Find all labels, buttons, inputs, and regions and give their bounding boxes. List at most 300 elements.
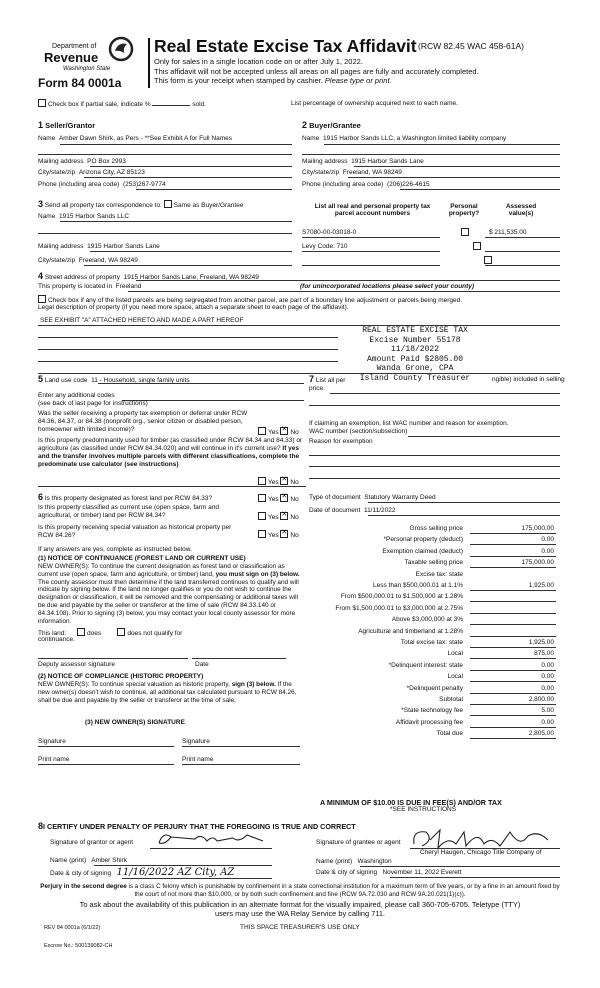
legal-label: Legal description of property (if you need more space, attach a separate sheet to each page of the affidavit). [38, 304, 349, 311]
owner-signature-label2: Signature [182, 738, 210, 745]
page-title: Real Estate Excise Tax Affidavit [154, 36, 417, 56]
treasurer-space-label: THIS SPACE TREASURER'S USE ONLY [240, 924, 360, 931]
seller-name-row [38, 135, 232, 142]
forest-q1 [38, 492, 212, 502]
tax-row-line [470, 624, 556, 625]
seller-mailing-line [90, 166, 292, 167]
tax-row-value[interactable]: 0.00 [541, 718, 554, 726]
personal-property-line [330, 393, 560, 394]
seller-name-label: Name [38, 135, 56, 142]
reason-label: Reason for exemption [309, 438, 373, 445]
grantee-date-field[interactable]: November 11, 2022 Everett [382, 869, 462, 876]
exemption-question: Was the seller receiving a property tax exemption or deferral under RCW 84.36, 84.37, or 84.38 (nonprofit org., senior citizen or disabled person, homeowner with limited income)? [38, 410, 248, 433]
grantee-date-row [316, 869, 462, 876]
grantor-name-row [50, 857, 127, 864]
tax-row-line [470, 556, 556, 557]
timber-question-a: Is this property predominantly used for timber (as classified under RCW 84.34 and 84.33) or agriculture (as classified under RCW 84.34.020) and will continue in it's current use? [38, 437, 303, 452]
header-divider [148, 38, 150, 88]
forest-q1-no-checkbox[interactable] [280, 494, 288, 502]
tax-row-value[interactable]: 0.00 [541, 536, 554, 544]
seller-city-line [84, 177, 292, 178]
additional-codes-label: Enter any additional codes [38, 392, 115, 399]
buyer-heading-num: 2 [302, 120, 308, 130]
tax-row-line [470, 727, 556, 728]
tax-row-line [470, 533, 556, 534]
exemption-claim-label: If claiming an exemption, list WAC number and reason for exemption. [309, 420, 509, 427]
street-field[interactable]: 1915 Harbor Sands Lane, Freeland, WA 98249 [123, 274, 259, 281]
forest-q2-no-checkbox[interactable] [280, 512, 288, 520]
partial-sale-label: Check box if partial sale, indicate % [48, 101, 151, 108]
tax-row-line [470, 544, 556, 545]
notice2-a: NEW OWNER(S): To continue special valuation as historic property, [38, 681, 232, 688]
document-type-field[interactable]: Statutory Warranty Deed [364, 494, 436, 501]
parcel-value-line [485, 265, 560, 266]
notice1-b: you must sign on (3) below. [215, 570, 300, 578]
notice1-c: The county assessor must then determine if the land transferred continues to qualify and will indicate by signing below. If the land no longer qualifies or you do not wish to continue the designation or classification, it will be removed and the compensating or additional taxes will be due and payable by the seller or transferor at the time of sale (RCW 84.33.140 or 84.34.108). Prior to signing (3) below, you may contact your local county assessor for more information. [38, 578, 299, 625]
grantee-name-row [316, 858, 392, 865]
timber-yes-checkbox[interactable] [258, 477, 266, 485]
buyer-city-row [302, 169, 402, 176]
tax-row-line [470, 715, 556, 716]
answers-note: If any answers are yes, complete as instructed below. [38, 546, 192, 553]
tax-row-value[interactable]: 0.00 [541, 547, 554, 555]
grantor-name-field[interactable]: Amber Shirk [91, 857, 127, 864]
grantee-signature-label: Signature of grantee or agent [316, 839, 401, 846]
revision-label: REV 84 0001a (6/1/22) [44, 925, 101, 931]
correspondence-city-row [38, 257, 138, 264]
tax-row-value[interactable]: 875.00 [534, 650, 554, 658]
seller-city-row [38, 169, 145, 176]
grantee-date-line [390, 877, 560, 878]
exemption-no-label: No [290, 429, 299, 436]
segregate-label: Check box if any of the listed parcels are being segregated from another parcel, are part of a boundary line adjustment or parcels being merged. [48, 297, 463, 304]
tax-row-label: *State technology fee [401, 707, 463, 715]
deputy-date-line [192, 658, 286, 659]
notice1-title: (1) NOTICE OF CONTINUANCE (FOREST LAND OR CURRENT USE) [38, 555, 246, 562]
stamp-line4: Amount Paid $2805.00 [366, 354, 463, 364]
correspondence-city-line [84, 265, 292, 266]
parcel-col2-header [446, 203, 482, 217]
notice2-b: sign (3) below. [231, 681, 276, 688]
forest-q2-yes-checkbox[interactable] [258, 512, 266, 520]
does-checkbox[interactable] [77, 628, 85, 636]
legal-line [38, 349, 338, 350]
continuance-label: continuance. [38, 636, 75, 643]
correspondence-mailing-field[interactable]: 1915 Harbor Sands Lane [87, 243, 160, 250]
parcel-col1-b: parcel account numbers [334, 210, 411, 217]
tax-row-label: Affidavit processing fee [395, 718, 463, 726]
seller-mailing-label: Mailing address [38, 158, 84, 165]
parcel-col3-header [490, 203, 552, 217]
seller-name-line2 [38, 154, 292, 155]
forest-q1-text: Is this property designated as forest land per RCW 84.33? [44, 495, 213, 502]
certify-heading-text: I CERTIFY UNDER PENALTY OF PERJURY THAT THE FOREGOING IS TRUE AND CORRECT [43, 822, 356, 831]
tax-row-label: Total excise tax: state [400, 639, 463, 646]
buyer-phone-row [302, 181, 430, 188]
tax-row-label: Taxable selling price [404, 559, 463, 567]
correspondence-name-line2 [38, 233, 292, 234]
does-not-label: does not qualify for [127, 630, 183, 637]
forest-q1-yes-checkbox[interactable] [258, 494, 266, 502]
parcel-value-field[interactable]: $ 211,535.00 [489, 229, 527, 236]
grantor-date-row [50, 867, 234, 878]
forest-q3-yes-checkbox[interactable] [258, 530, 266, 538]
buyer-city-label: City/state/zip [302, 169, 340, 176]
document-date-label: Date of document [309, 507, 361, 514]
buyer-phone-field[interactable]: (206)226-4615 [386, 181, 430, 188]
grantor-date-line [122, 878, 272, 879]
forest-q1-yes-label: Yes [268, 496, 279, 503]
owner-signature-line2 [182, 746, 300, 747]
grantee-name-label: Name (print) [316, 858, 353, 865]
tax-row-value[interactable]: 0.00 [541, 673, 554, 681]
notice2-c: If the new owner(s) doesn't wish to continue, all additional tax calculated pursuant to RCW 84.26, shall be due and payable by the seller or transferor at the time of sale. [38, 681, 297, 704]
tax-row-label: Total due [436, 730, 463, 738]
document-date-line [368, 515, 560, 516]
tax-row-line [470, 658, 556, 659]
street-line [136, 280, 560, 281]
tax-row-label: Above $3,000,000 at 3% [391, 616, 463, 624]
certify-num: 8 [38, 821, 44, 831]
grantee-agent-note: Cheryl Haugen, Chicago Title Company of [420, 849, 542, 856]
buyer-name-field[interactable]: 1915 Harbor Sands LLC, a Washington limited liability company [322, 135, 507, 142]
tax-row-value[interactable]: 175,000.00 [521, 559, 554, 567]
buyer-heading [302, 120, 361, 130]
personal-property-label-c: price. [309, 385, 325, 392]
legal-field[interactable]: SEE EXHIBIT "A" ATTACHED HERETO AND MADE A PART HEREOF [40, 317, 244, 324]
tax-row-line [470, 590, 556, 591]
buyer-heading-text: Buyer/Grantee [309, 121, 361, 130]
grantor-name-line [94, 865, 272, 866]
forest-q2-yes-no [258, 512, 299, 521]
buyer-mailing-label: Mailing address [302, 158, 348, 165]
tax-row-line [470, 670, 556, 671]
located-label: This property is located in [38, 283, 113, 290]
notice1-a: NEW OWNER(S): To continue the current designation as forest land or classification as current use (open space, farm and agriculture, or timber) land, [38, 563, 285, 578]
exemption-yes-checkbox[interactable] [258, 427, 266, 435]
personal-property-label-a: List all per [315, 377, 346, 384]
timber-yes-no [258, 477, 299, 486]
tax-row-line [470, 601, 556, 602]
timber-no-checkbox[interactable] [280, 477, 288, 485]
exemption-yes-no [258, 427, 299, 436]
forest-q2-yes-label: Yes [268, 514, 279, 521]
correspondence-city-label: City/state/zip [38, 257, 76, 264]
partial-sale-row [38, 99, 206, 108]
personal-property-line [309, 405, 560, 406]
owner-print-label: Print name [38, 756, 70, 763]
parcel-col3-b: value(s) [508, 210, 534, 217]
located-note: (for unincorporated locations please select your county) [300, 283, 475, 290]
land-use-label: Land use code [44, 377, 88, 384]
title-ref: (RCW 82.45 WAC 458-61A) [418, 41, 524, 51]
header-note3 [154, 76, 392, 85]
land-use-line [98, 383, 304, 384]
legal-line [38, 337, 338, 338]
segregate-row [38, 295, 462, 304]
additional-codes-note: (see back of last page for instructions) [38, 400, 148, 407]
tax-row-label: From $1,500,000.01 to $3,000,000 at 2.75% [335, 604, 463, 612]
partial-sale-checkbox[interactable] [38, 99, 46, 107]
dept-line3: Washington State [63, 66, 111, 72]
seller-name-field[interactable]: Amber Dawn Shirk, as Pers - **See Exhibit A for Full Names [58, 135, 233, 142]
dept-line2: Revenue [44, 50, 99, 65]
reason-line [309, 455, 560, 456]
seller-phone-line [136, 189, 292, 190]
does-not-checkbox[interactable] [117, 628, 125, 636]
correspondence-row [38, 199, 243, 209]
parcel-personal-checkbox[interactable] [484, 256, 492, 264]
buyer-mailing-line [354, 166, 560, 167]
located-row [38, 283, 141, 290]
owner-print-label2: Print name [182, 756, 214, 763]
header-note3b: Please type or print. [324, 76, 392, 85]
tax-row-line [470, 636, 556, 637]
alternate-format-notice: To ask about the availability of this publication in an alternate format for the visually impaired, please call 360-705-6705. Teletype (TTY) users may use the WA Relay Service by calling 711. [79, 900, 521, 918]
tax-row-label: Subtotal [439, 696, 463, 703]
stamp-line2: Excise Number 55178 [369, 335, 461, 345]
seller-heading-text: Seller/Grantor [45, 121, 96, 130]
tax-row-label: From $500,000.01 to $1,500,000 at 1.28% [340, 593, 463, 601]
section5-divider [38, 486, 306, 487]
stamp-line5: Wanda Grone, CPA [376, 364, 454, 373]
grantee-name-field[interactable]: Washington [357, 858, 392, 865]
perjury-notice [38, 883, 562, 898]
seller-phone-row [38, 181, 166, 188]
buyer-name-line2 [302, 154, 560, 155]
washington-logo-icon [108, 36, 134, 62]
document-date-row [309, 507, 396, 514]
tax-row-line [470, 704, 556, 705]
forest-q3-yes-label: Yes [268, 532, 279, 539]
timber-question-b: If yes and the transfer involves multiple parcels with different classifications, complete the predominate use calculator (see instructions) [38, 445, 300, 468]
document-type-line [368, 502, 560, 503]
forest-q3-no-label: No [290, 532, 299, 539]
seller-heading-num: 1 [38, 120, 44, 130]
located-line [128, 291, 560, 292]
tax-row-label: *Personal property (deduct) [383, 536, 463, 544]
seller-name-line [60, 144, 292, 145]
same-as-buyer-checkbox[interactable] [164, 200, 172, 208]
parcel-row [302, 243, 348, 250]
tax-row-value[interactable]: 1,925.00 [528, 639, 554, 646]
owner-signature-label: Signature [38, 738, 66, 745]
perjury-bold: Perjury in the second degree [40, 883, 127, 890]
deputy-date-label: Date [195, 661, 209, 668]
personal-property-num: 7 [309, 374, 315, 384]
owner-print-line2 [182, 764, 300, 765]
tax-row-value[interactable]: 2,805.00 [528, 730, 554, 738]
correspondence-name-line [60, 221, 292, 222]
buyer-name-label: Name [302, 135, 320, 142]
tax-row-value[interactable]: 5.00 [541, 707, 554, 715]
this-land-label: This land: [38, 630, 67, 637]
owner-print-line [38, 764, 174, 765]
partial-sale-sold: sold. [192, 101, 206, 108]
tax-row-label: Gross selling price [409, 525, 463, 532]
personal-property-label-b: ngible) included in selling [492, 376, 565, 383]
does-label: does [87, 630, 102, 637]
land-use-field[interactable]: 11 - Household, single family units [91, 377, 190, 384]
correspondence-label: Send all property tax correspondence to: [44, 202, 162, 209]
personal-property-row [309, 374, 345, 384]
stamp-line6: Island County Treasurer [359, 373, 471, 383]
grantor-date-field[interactable]: 11/16/2022 AZ City, AZ [116, 867, 235, 878]
timber-yes-label: Yes [268, 479, 279, 486]
grantor-date-label: Date & city of signing [50, 870, 112, 877]
tax-row-line [470, 681, 556, 682]
forest-q3: Is this property receiving special valuation as historical property per RCW 84.26? [38, 524, 232, 539]
stamp-line3: 11/18/2022 [390, 345, 439, 354]
correspondence-mailing-row [38, 243, 160, 250]
header-note3a: This form is your receipt when stamped by cashier. [154, 76, 325, 85]
grantor-name-label: Name (print) [50, 857, 87, 864]
parcel-col1-a: List all real and personal property tax [314, 203, 431, 210]
owner-signature-heading: (3) NEW OWNER(S) SIGNATURE [85, 719, 185, 726]
correspondence-mailing-label: Mailing address [38, 243, 84, 250]
same-as-buyer-label: Same as Buyer/Grantee [173, 202, 244, 209]
forest-q2: Is this property classified as current use (open space, farm and agricultural, or timber) land per RCW 84.34? [38, 504, 220, 519]
document-type-label: Type of document [309, 494, 361, 501]
buyer-phone-line [400, 189, 560, 190]
street-label: Street address of property [44, 274, 120, 281]
parcel-personal-checkbox[interactable] [473, 242, 481, 250]
forest-q3-yes-no [258, 530, 299, 539]
buyer-mailing-row [302, 158, 424, 165]
forest-q2-no-label: No [290, 514, 299, 521]
grantee-signature-line [410, 848, 560, 849]
tax-row-line [470, 647, 556, 648]
tax-row-value[interactable]: 0.00 [541, 661, 554, 669]
notice1-body [38, 563, 303, 625]
see-instructions: *SEE INSTRUCTIONS [390, 806, 457, 813]
seller-phone-label: Phone (including area code) [38, 181, 120, 188]
tax-row-label: Excise tax: state [415, 570, 463, 578]
form-number: Form 84 0001a [38, 76, 122, 90]
tax-row-value[interactable]: 2,800.00 [528, 696, 554, 703]
notice2-title: (2) NOTICE OF COMPLIANCE (HISTORIC PROPERTY) [38, 673, 204, 680]
tax-row-value[interactable]: 0.00 [541, 684, 554, 692]
forest-num: 6 [38, 492, 44, 502]
tax-row-line [470, 613, 556, 614]
seller-mailing-field[interactable]: PO Box 2993 [87, 158, 126, 165]
correspondence-name-label: Name [38, 213, 56, 220]
parcel-row-line [302, 251, 440, 252]
correspondence-mailing-line [90, 251, 292, 252]
correspondence-name-row [38, 213, 129, 220]
seller-city-field[interactable]: Arizona City, AZ 85123 [78, 169, 145, 176]
tax-row-line [470, 567, 556, 568]
seller-phone-field[interactable]: (253)267-9774 [122, 181, 166, 188]
buyer-city-field[interactable]: Freeland, WA 98249 [342, 169, 402, 176]
owner-signature-line [38, 746, 174, 747]
reason-line [309, 466, 560, 467]
tax-row-value[interactable]: 175,000.00 [521, 525, 554, 532]
deputy-signature-line [38, 658, 188, 659]
tax-row-label: Less than $500,000.01 at 1.1% [373, 582, 463, 589]
additional-codes-line [122, 400, 304, 401]
located-field[interactable]: Freeland [115, 283, 142, 290]
buyer-mailing-field[interactable]: 1915 Harbor Sands Lane [351, 158, 424, 165]
exemption-yes-label: Yes [268, 429, 279, 436]
buyer-city-line [348, 177, 560, 178]
legal-line [38, 361, 338, 362]
tax-row-label: Local [447, 650, 463, 658]
timber-question [38, 437, 308, 469]
seller-city-label: City/state/zip [38, 169, 76, 176]
forest-q3-no-checkbox[interactable] [280, 530, 288, 538]
stamp-line1: REAL ESTATE EXCISE TAX [362, 326, 468, 335]
ownership-note: List percentage of ownership acquired next to each name. [291, 100, 458, 107]
tax-row-label: Local [447, 673, 463, 681]
escrow-number: Escrow No.: 500139082-CH [44, 943, 113, 949]
correspondence-name-field[interactable]: 1915 Harbor Sands LLC [58, 213, 130, 220]
parcel-value-line [485, 251, 560, 252]
parcel-col2-a: Personal [450, 203, 478, 210]
parcel-row-line [302, 265, 440, 266]
parcel-row [302, 229, 356, 236]
minimum-fee-note: A MINIMUM OF $10.00 IS DUE IN FEE(S) AND/OR TAX [320, 798, 502, 807]
reason-line [309, 478, 560, 479]
tax-row-line [470, 738, 556, 739]
parcel-number-field[interactable]: Levy Code: 710 [302, 243, 348, 250]
header-note2: This affidavit will not be accepted unless all areas on all pages are fully and accurately completed. [154, 67, 479, 76]
grantee-date-label: Date & city of signing [316, 869, 378, 876]
tax-row-label: *Delinquent penalty [406, 684, 463, 692]
buyer-name-row [302, 135, 506, 142]
partial-sale-percent-field[interactable] [152, 99, 190, 106]
tax-row-label: Exemption claimed (deduct) [382, 547, 463, 555]
notice2-body [38, 681, 303, 704]
grantor-signature-line [150, 848, 272, 849]
correspondence-num: 3 [38, 199, 44, 209]
wac-line [408, 436, 560, 437]
forest-q1-yes-no [258, 494, 299, 503]
grantor-signature-label: Signature of grantor or agent [50, 839, 134, 846]
land-use-num: 5 [38, 374, 44, 384]
seller-heading [38, 120, 95, 130]
deputy-signature-label: Deputy assessor signature [38, 661, 115, 668]
wac-label: WAC number (section/subsection) [309, 428, 408, 435]
tax-row-label: *Delinquent interest: state [388, 661, 463, 669]
property-num: 4 [38, 271, 44, 281]
tax-row-label: Agricultural and timberland at 1.28% [358, 627, 463, 635]
perjury-text: is a class C felony which is punishable by confinement in a state correctional institution for a maximum term of five years, or by a fine in an amount fixed by the court of not more than $10,000, or by both such confinement and fine (RCW 9A.72.030 and RCW 9A.20.021(1)(c)). [126, 883, 560, 898]
seller-mailing-row [38, 158, 126, 165]
tax-row-line [470, 693, 556, 694]
parcel-col1-header [305, 203, 440, 217]
treasurer-stamp [340, 326, 490, 383]
parcel-personal-checkbox[interactable] [461, 228, 469, 236]
correspondence-city-field[interactable]: Freeland, WA 98249 [78, 257, 138, 264]
parcel-col3-a: Assessed [505, 203, 537, 210]
grantee-name-line [360, 866, 560, 867]
tax-row-value[interactable]: 1,925.00 [528, 582, 554, 589]
parcel-number-field[interactable]: S7080-00-03018-0 [302, 229, 357, 236]
buyer-phone-label: Phone (including area code) [302, 181, 384, 188]
header-note1: Only for sales in a single location code on or after July 1, 2022. [154, 57, 363, 66]
document-date-field[interactable]: 11/11/2022 [363, 507, 396, 514]
forest-q1-no-label: No [290, 496, 299, 503]
dept-line1: Department of [52, 43, 97, 50]
grantor-signature-image[interactable] [155, 829, 275, 849]
document-type-row [309, 494, 436, 501]
segregate-checkbox[interactable] [38, 295, 46, 303]
buyer-name-line [324, 144, 560, 145]
timber-no-label: No [290, 479, 299, 486]
exemption-no-checkbox[interactable] [280, 427, 288, 435]
parcel-value-line [485, 237, 560, 238]
